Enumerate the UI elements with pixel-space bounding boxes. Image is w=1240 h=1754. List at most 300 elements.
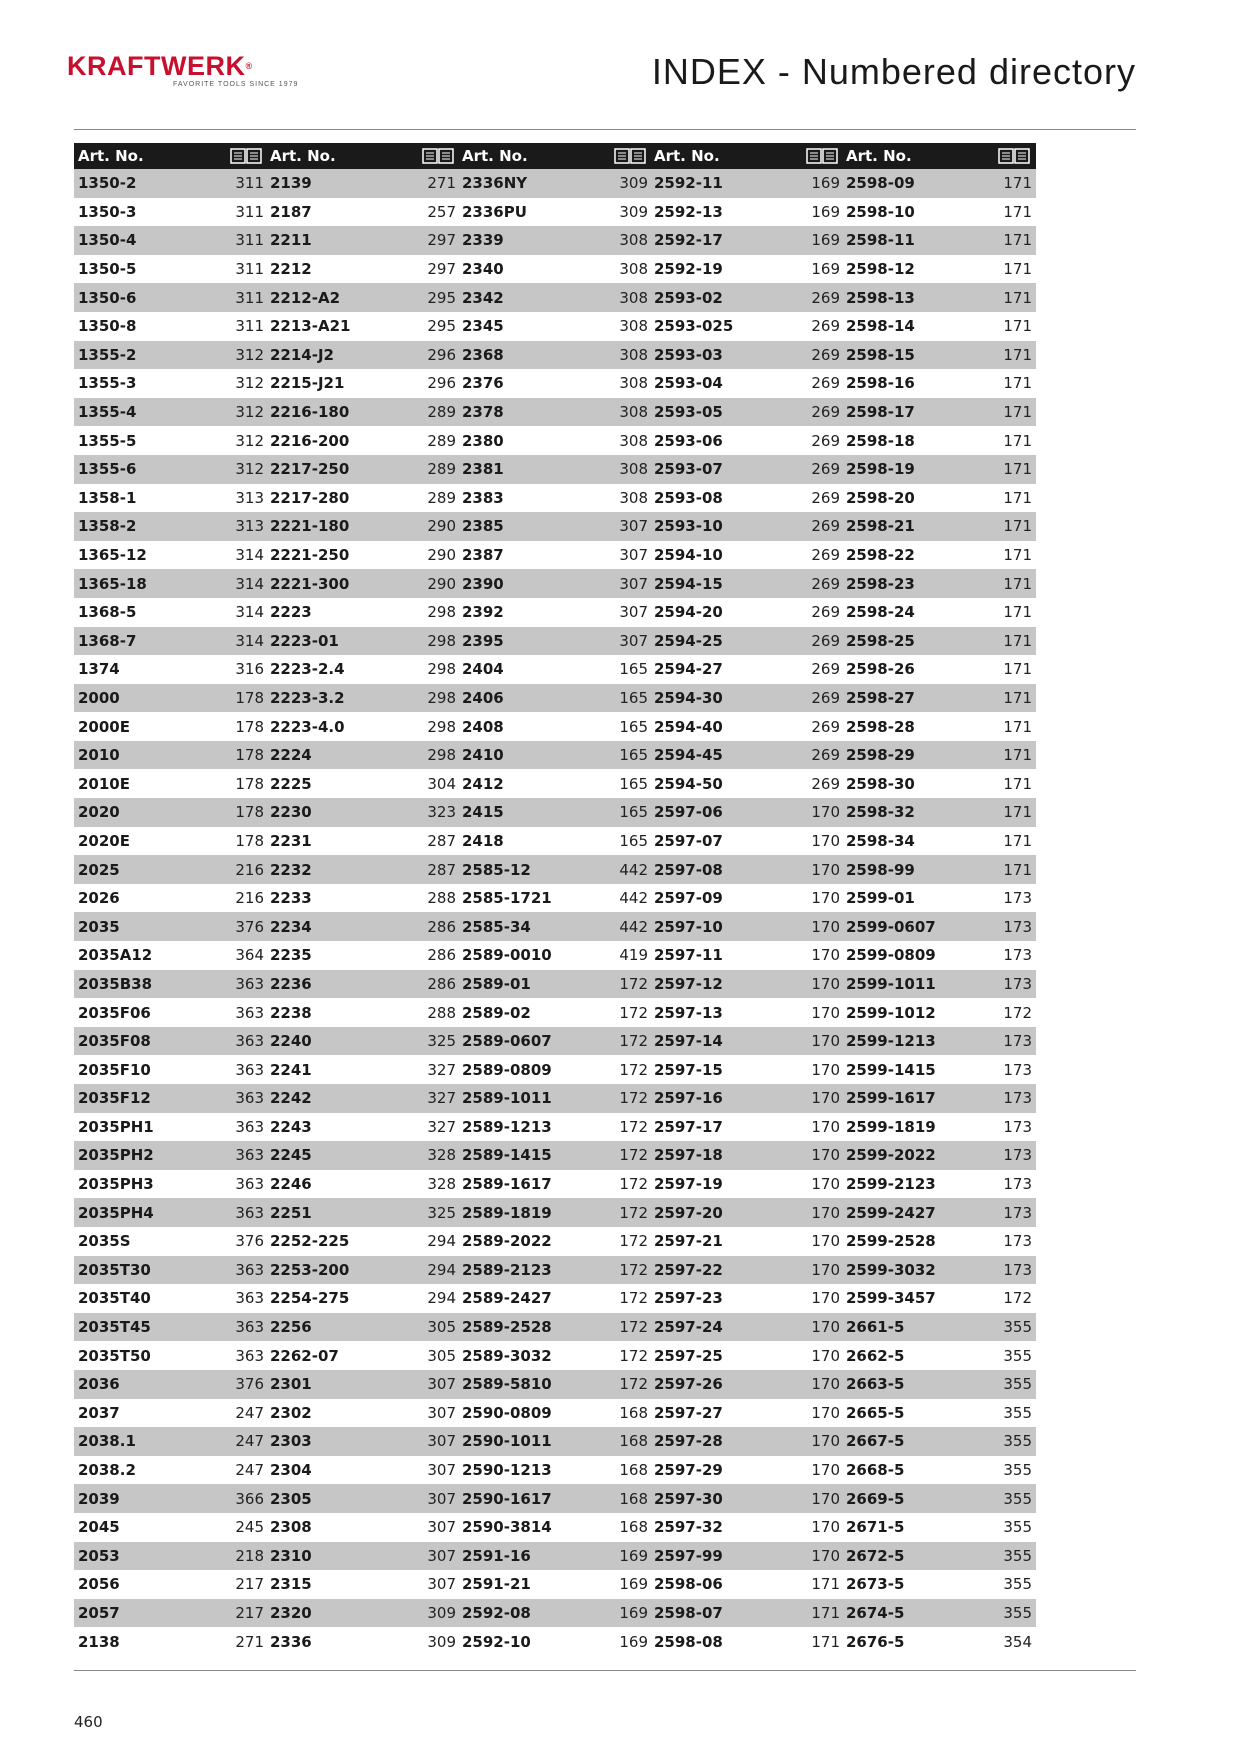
article-number: 2303 (270, 1432, 312, 1451)
table-row (266, 512, 460, 541)
article-number: 2233 (270, 889, 312, 908)
page-reference: 165 (619, 660, 648, 679)
page-reference: 355 (1003, 1375, 1032, 1394)
article-number: 2597-13 (654, 1003, 723, 1022)
article-number: 2380 (462, 431, 504, 450)
page-reference: 294 (427, 1232, 456, 1251)
table-row (74, 283, 268, 312)
page-reference: 170 (811, 831, 840, 850)
table-row (650, 255, 844, 284)
table-row (458, 598, 652, 627)
table-row (74, 512, 268, 541)
article-number: 2597-21 (654, 1232, 723, 1251)
page-reference: 288 (427, 889, 456, 908)
article-number: 2221-250 (270, 546, 350, 565)
table-row (266, 1627, 460, 1656)
page-reference: 355 (1003, 1489, 1032, 1508)
article-number: 2599-01 (846, 889, 915, 908)
article-number: 2593-08 (654, 488, 723, 507)
table-row (842, 1570, 1036, 1599)
page-reference: 172 (1003, 1003, 1032, 1022)
page-reference: 247 (235, 1403, 264, 1422)
table-row (458, 1198, 652, 1227)
page-reference: 170 (811, 1060, 840, 1079)
book-icon (806, 148, 838, 164)
page-reference: 170 (811, 1318, 840, 1337)
page-reference: 312 (235, 345, 264, 364)
page-reference: 286 (427, 917, 456, 936)
page-reference: 363 (235, 1318, 264, 1337)
table-row (458, 512, 652, 541)
article-number: 2674-5 (846, 1603, 905, 1622)
article-number: 2597-09 (654, 889, 723, 908)
page-reference: 173 (1003, 974, 1032, 993)
header-divider (74, 129, 1136, 130)
page-reference: 171 (1003, 546, 1032, 565)
table-row (266, 398, 460, 427)
page-reference: 307 (427, 1489, 456, 1508)
page-reference: 171 (1003, 374, 1032, 393)
table-row (842, 1456, 1036, 1485)
index-column (266, 143, 460, 1656)
column-header (266, 143, 460, 169)
table-row (458, 1141, 652, 1170)
article-number: 2598-15 (846, 345, 915, 364)
page-reference: 165 (619, 831, 648, 850)
article-number: 1365-18 (78, 574, 147, 593)
table-row (74, 769, 268, 798)
page-reference: 308 (619, 345, 648, 364)
page-reference: 363 (235, 1117, 264, 1136)
column-rows (266, 169, 460, 1656)
page-reference: 295 (427, 317, 456, 336)
article-number: 2039 (78, 1489, 120, 1508)
table-row (842, 1484, 1036, 1513)
table-row (458, 1484, 652, 1513)
table-row (74, 1399, 268, 1428)
table-row (74, 312, 268, 341)
article-number: 2020E (78, 831, 130, 850)
page-reference: 325 (427, 1032, 456, 1051)
article-number: 2598-08 (654, 1632, 723, 1651)
article-number: 2594-40 (654, 717, 723, 736)
article-number: 2598-18 (846, 431, 915, 450)
page-reference: 170 (811, 1117, 840, 1136)
page-reference: 172 (619, 1375, 648, 1394)
article-number: 2598-24 (846, 603, 915, 622)
table-row (74, 741, 268, 770)
article-number: 2254-275 (270, 1289, 350, 1308)
article-number: 2594-20 (654, 603, 723, 622)
table-row (266, 541, 460, 570)
table-row (842, 912, 1036, 941)
article-number: 2593-04 (654, 374, 723, 393)
page-reference: 308 (619, 460, 648, 479)
table-row (650, 455, 844, 484)
page-reference: 247 (235, 1461, 264, 1480)
page-reference: 216 (235, 889, 264, 908)
article-number: 2590-3814 (462, 1518, 552, 1537)
page-reference: 247 (235, 1432, 264, 1451)
page-reference: 307 (427, 1375, 456, 1394)
page-reference: 294 (427, 1289, 456, 1308)
article-number: 2216-200 (270, 431, 350, 450)
article-number: 2599-2123 (846, 1175, 936, 1194)
article-number: 2368 (462, 345, 504, 364)
table-row (650, 741, 844, 770)
article-number: 2057 (78, 1603, 120, 1622)
table-row (650, 1456, 844, 1485)
article-number: 2593-02 (654, 288, 723, 307)
column-header-label: Art. No. (846, 147, 912, 165)
article-number: 2376 (462, 374, 504, 393)
page-reference: 171 (1003, 403, 1032, 422)
article-number: 2597-07 (654, 831, 723, 850)
table-row (266, 341, 460, 370)
article-number: 1365-12 (78, 546, 147, 565)
page-reference: 168 (619, 1518, 648, 1537)
table-row (458, 941, 652, 970)
table-row (266, 226, 460, 255)
table-row (842, 484, 1036, 513)
table-row (74, 398, 268, 427)
table-row (458, 426, 652, 455)
article-number: 2591-21 (462, 1575, 531, 1594)
page-reference: 170 (811, 1089, 840, 1108)
page-reference: 308 (619, 488, 648, 507)
page-reference: 307 (427, 1432, 456, 1451)
page-reference: 311 (235, 260, 264, 279)
article-number: 2597-17 (654, 1117, 723, 1136)
page-reference: 172 (619, 1146, 648, 1165)
table-row (458, 1084, 652, 1113)
article-number: 1350-6 (78, 288, 137, 307)
article-number: 2035PH4 (78, 1203, 154, 1222)
article-number: 2589-0809 (462, 1060, 552, 1079)
page-reference: 172 (619, 1260, 648, 1279)
page-reference: 307 (619, 631, 648, 650)
page-reference: 170 (811, 1461, 840, 1480)
index-table (74, 143, 1140, 1651)
article-number: 2000E (78, 717, 130, 736)
table-row (266, 998, 460, 1027)
article-number: 2262-07 (270, 1346, 339, 1365)
article-number: 2010E (78, 774, 130, 793)
table-row (650, 1227, 844, 1256)
article-number: 2340 (462, 260, 504, 279)
page-reference: 308 (619, 431, 648, 450)
article-number: 2383 (462, 488, 504, 507)
brand-name: KRAFTWERK (67, 51, 246, 81)
table-row (650, 369, 844, 398)
page-reference: 314 (235, 574, 264, 593)
page-reference: 298 (427, 631, 456, 650)
table-row (842, 798, 1036, 827)
page-reference: 171 (1003, 317, 1032, 336)
table-row (74, 655, 268, 684)
article-number: 1358-1 (78, 488, 137, 507)
column-header-label: Art. No. (462, 147, 528, 165)
table-row (650, 398, 844, 427)
page-reference: 165 (619, 774, 648, 793)
page-reference: 316 (235, 660, 264, 679)
page-reference: 328 (427, 1175, 456, 1194)
article-number: 2599-1011 (846, 974, 936, 993)
table-row (650, 1198, 844, 1227)
page-reference: 171 (1003, 488, 1032, 507)
article-number: 2395 (462, 631, 504, 650)
page-reference: 308 (619, 317, 648, 336)
page-reference: 169 (619, 1575, 648, 1594)
article-number: 2598-17 (846, 403, 915, 422)
article-number: 2590-0809 (462, 1403, 552, 1422)
table-row (74, 569, 268, 598)
table-row (74, 1141, 268, 1170)
table-row (74, 484, 268, 513)
article-number: 2663-5 (846, 1375, 905, 1394)
article-number: 2599-1213 (846, 1032, 936, 1051)
table-row (458, 255, 652, 284)
table-row (74, 226, 268, 255)
page-reference: 172 (619, 1003, 648, 1022)
table-row (266, 255, 460, 284)
page-reference: 245 (235, 1518, 264, 1537)
column-header-label: Art. No. (78, 147, 144, 165)
article-number: 2598-29 (846, 746, 915, 765)
table-row (650, 1113, 844, 1142)
table-row (74, 541, 268, 570)
table-row (266, 941, 460, 970)
table-row (458, 712, 652, 741)
article-number: 2597-16 (654, 1089, 723, 1108)
article-number: 2035B38 (78, 974, 153, 993)
table-row (650, 1256, 844, 1285)
table-row (266, 912, 460, 941)
article-number: 2592-17 (654, 231, 723, 250)
article-number: 2251 (270, 1203, 312, 1222)
article-number: 2238 (270, 1003, 312, 1022)
article-number: 1350-5 (78, 260, 137, 279)
page-reference: 172 (619, 974, 648, 993)
table-row (650, 627, 844, 656)
table-row (842, 1084, 1036, 1113)
table-row (458, 1599, 652, 1628)
table-row (266, 1370, 460, 1399)
page-reference: 327 (427, 1117, 456, 1136)
page-reference: 307 (427, 1575, 456, 1594)
page-reference: 171 (1003, 631, 1032, 650)
article-number: 2597-24 (654, 1318, 723, 1337)
page-reference: 307 (427, 1518, 456, 1537)
page-reference: 290 (427, 574, 456, 593)
article-number: 2037 (78, 1403, 120, 1422)
page-reference: 355 (1003, 1346, 1032, 1365)
book-icon (614, 148, 646, 164)
table-row (650, 1084, 844, 1113)
page-reference: 325 (427, 1203, 456, 1222)
table-row (74, 1313, 268, 1342)
article-number: 2593-05 (654, 403, 723, 422)
table-row (842, 941, 1036, 970)
article-number: 2597-23 (654, 1289, 723, 1308)
article-number: 2392 (462, 603, 504, 622)
table-row (74, 970, 268, 999)
page-reference: 376 (235, 1232, 264, 1251)
table-row (266, 1198, 460, 1227)
table-row (650, 769, 844, 798)
table-row (842, 369, 1036, 398)
table-row (842, 169, 1036, 198)
page-reference: 170 (811, 1232, 840, 1251)
page-reference: 257 (427, 202, 456, 221)
page-reference: 363 (235, 1003, 264, 1022)
table-row (650, 912, 844, 941)
page-reference: 298 (427, 660, 456, 679)
article-number: 1350-4 (78, 231, 137, 250)
article-number: 2221-300 (270, 574, 350, 593)
page-reference: 363 (235, 974, 264, 993)
table-row (842, 283, 1036, 312)
article-number: 2211 (270, 231, 312, 250)
article-number: 2669-5 (846, 1489, 905, 1508)
page-reference: 289 (427, 431, 456, 450)
page-reference: 271 (235, 1632, 264, 1651)
page-reference: 173 (1003, 1175, 1032, 1194)
page-reference: 309 (427, 1603, 456, 1622)
table-row (74, 1341, 268, 1370)
table-row (458, 398, 652, 427)
table-row (458, 655, 652, 684)
page-reference: 308 (619, 403, 648, 422)
page-reference: 307 (619, 517, 648, 536)
page-reference: 419 (619, 946, 648, 965)
page-reference: 309 (619, 202, 648, 221)
page-reference: 218 (235, 1546, 264, 1565)
table-row (458, 1456, 652, 1485)
table-row (842, 1627, 1036, 1656)
article-number: 2385 (462, 517, 504, 536)
table-row (74, 1570, 268, 1599)
article-number: 2240 (270, 1032, 312, 1051)
page-reference: 289 (427, 403, 456, 422)
article-number: 2217-250 (270, 460, 350, 479)
article-number: 2599-1819 (846, 1117, 936, 1136)
column-header-label: Art. No. (654, 147, 720, 165)
table-row (74, 855, 268, 884)
page-reference: 173 (1003, 1089, 1032, 1108)
article-number: 2020 (78, 803, 120, 822)
column-rows (650, 169, 844, 1656)
article-number: 2591-16 (462, 1546, 531, 1565)
article-number: 2598-20 (846, 488, 915, 507)
page-reference: 269 (811, 345, 840, 364)
page-reference: 308 (619, 231, 648, 250)
table-row (74, 1513, 268, 1542)
table-row (650, 1627, 844, 1656)
page-reference: 170 (811, 860, 840, 879)
table-row (842, 712, 1036, 741)
page-reference: 311 (235, 317, 264, 336)
article-number: 2241 (270, 1060, 312, 1079)
table-row (458, 1513, 652, 1542)
page-reference: 178 (235, 831, 264, 850)
table-row (74, 1084, 268, 1113)
page-reference: 165 (619, 717, 648, 736)
table-row (842, 1113, 1036, 1142)
page-reference: 366 (235, 1489, 264, 1508)
article-number: 2598-07 (654, 1603, 723, 1622)
article-number: 2597-06 (654, 803, 723, 822)
column-rows (74, 169, 268, 1656)
table-row (650, 1399, 844, 1428)
table-row (74, 1427, 268, 1456)
page-reference: 171 (1003, 174, 1032, 193)
article-number: 2232 (270, 860, 312, 879)
table-row (842, 255, 1036, 284)
article-number: 2598-12 (846, 260, 915, 279)
column-header (74, 143, 268, 169)
article-number: 2231 (270, 831, 312, 850)
page-reference: 171 (1003, 774, 1032, 793)
page-reference: 354 (1003, 1632, 1032, 1651)
table-row (458, 855, 652, 884)
article-number: 2213-A21 (270, 317, 351, 336)
article-number: 2404 (462, 660, 504, 679)
article-number: 2599-1415 (846, 1060, 936, 1079)
table-row (266, 1141, 460, 1170)
page-reference: 170 (811, 1203, 840, 1222)
article-number: 2592-10 (462, 1632, 531, 1651)
page-reference: 217 (235, 1575, 264, 1594)
article-number: 2598-23 (846, 574, 915, 593)
table-row (266, 369, 460, 398)
article-number: 2599-2528 (846, 1232, 936, 1251)
article-number: 2056 (78, 1575, 120, 1594)
article-number: 2598-13 (846, 288, 915, 307)
table-row (458, 1284, 652, 1313)
article-number: 2035A12 (78, 946, 153, 965)
table-row (74, 1170, 268, 1199)
table-row (842, 1599, 1036, 1628)
table-row (650, 1484, 844, 1513)
page-reference: 296 (427, 374, 456, 393)
page-reference: 363 (235, 1346, 264, 1365)
page-reference: 311 (235, 288, 264, 307)
table-row (842, 341, 1036, 370)
table-row (74, 798, 268, 827)
page-reference: 172 (619, 1232, 648, 1251)
page-reference: 313 (235, 517, 264, 536)
article-number: 2035T30 (78, 1260, 151, 1279)
page-reference: 297 (427, 260, 456, 279)
article-number: 2010 (78, 746, 120, 765)
table-row (266, 455, 460, 484)
article-number: 2301 (270, 1375, 312, 1394)
table-row (842, 655, 1036, 684)
article-number: 2594-30 (654, 688, 723, 707)
article-number: 2304 (270, 1461, 312, 1480)
article-number: 2308 (270, 1518, 312, 1537)
page-reference: 171 (1003, 746, 1032, 765)
table-row (650, 541, 844, 570)
table-row (458, 1170, 652, 1199)
article-number: 2589-3032 (462, 1346, 552, 1365)
table-row (74, 426, 268, 455)
page-reference: 170 (811, 946, 840, 965)
article-number: 2215-J21 (270, 374, 345, 393)
page-reference: 327 (427, 1060, 456, 1079)
page-reference: 173 (1003, 1260, 1032, 1279)
